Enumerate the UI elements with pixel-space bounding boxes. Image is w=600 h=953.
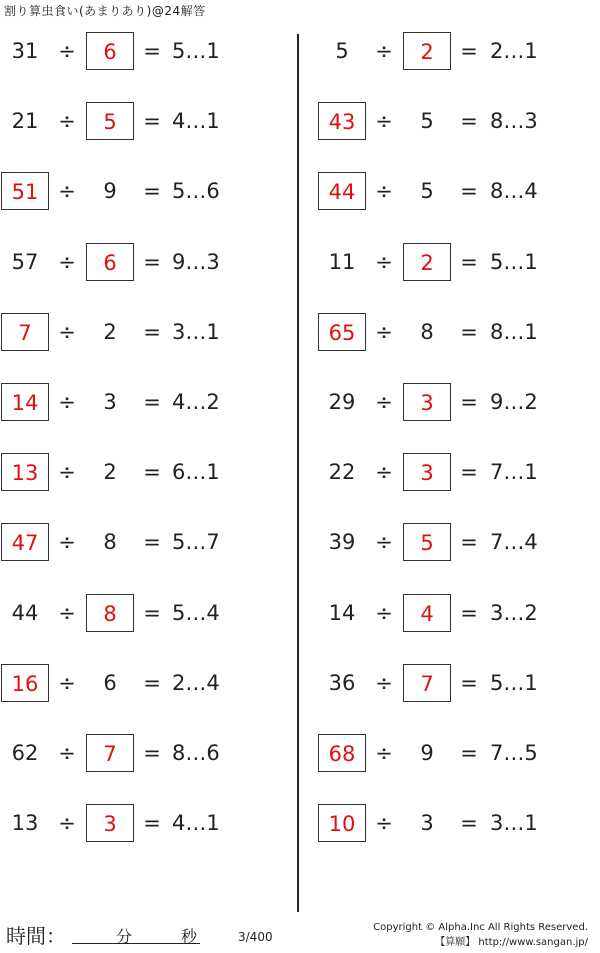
dividend-answer-box[interactable]: 68	[318, 734, 366, 772]
divisor: 5	[420, 179, 434, 204]
time-label: 時間：	[6, 924, 66, 948]
dividend-answer-box[interactable]: 43	[318, 102, 366, 140]
dividend: 31	[11, 39, 39, 63]
problem-row	[300, 734, 600, 804]
problem-row	[0, 383, 300, 453]
quotient-remainder: 7…5	[490, 740, 538, 765]
divisor: 6	[103, 670, 117, 695]
divide-sign: ÷	[58, 319, 76, 344]
divisor: 3	[420, 811, 434, 836]
dividend-answer-box[interactable]: 10	[318, 804, 366, 842]
dividend: 11	[328, 249, 356, 274]
divisor-answer-box[interactable]: 2	[403, 243, 451, 281]
copyright-block	[373, 920, 588, 950]
dividend: 44	[11, 600, 39, 625]
equals-sign: =	[143, 179, 161, 204]
divisor-answer-box[interactable]: 7	[86, 734, 134, 772]
dividend-answer-box[interactable]: 13	[1, 453, 49, 491]
dividend-answer-box[interactable]: 44	[318, 172, 366, 210]
quotient-remainder: 2…4	[172, 670, 220, 695]
equals-sign: =	[460, 460, 478, 485]
divisor: 9	[420, 740, 434, 765]
dividend-answer-box[interactable]: 7	[1, 313, 49, 351]
divisor-answer-box[interactable]: 3	[403, 453, 451, 491]
divisor-answer-box[interactable]: 4	[403, 594, 451, 632]
problem-row	[0, 102, 300, 172]
divide-sign: ÷	[58, 740, 76, 765]
quotient-remainder: 5…1	[490, 249, 538, 274]
divisor-answer-box[interactable]: 3	[86, 804, 134, 842]
equals-sign: =	[143, 600, 161, 625]
quotient-remainder: 4…1	[172, 811, 220, 836]
equals-sign: =	[460, 600, 478, 625]
dividend: 22	[328, 460, 356, 485]
page-number: 3/400	[238, 930, 273, 944]
column-divider	[297, 34, 299, 912]
divisor: 9	[103, 179, 117, 204]
dividend: 14	[328, 600, 356, 625]
divisor: 8	[420, 319, 434, 344]
divide-sign: ÷	[375, 389, 393, 414]
equals-sign: =	[460, 249, 478, 274]
divide-sign: ÷	[375, 740, 393, 765]
divisor-answer-box[interactable]: 2	[403, 32, 451, 70]
divide-sign: ÷	[58, 670, 76, 695]
dividend: 62	[11, 740, 39, 765]
equals-sign: =	[143, 39, 161, 63]
divide-sign: ÷	[58, 811, 76, 836]
quotient-remainder: 5…1	[490, 670, 538, 695]
equals-sign: =	[143, 249, 161, 274]
divisor-answer-box[interactable]: 5	[86, 102, 134, 140]
divisor-answer-box[interactable]: 6	[86, 243, 134, 281]
dividend: 13	[11, 811, 39, 836]
divisor: 5	[420, 109, 434, 134]
quotient-remainder: 2…1	[490, 39, 538, 63]
dividend-answer-box[interactable]: 51	[1, 172, 49, 210]
equals-sign: =	[143, 740, 161, 765]
equals-sign: =	[460, 389, 478, 414]
divide-sign: ÷	[375, 670, 393, 695]
equals-sign: =	[460, 109, 478, 134]
quotient-remainder: 9…3	[172, 249, 220, 274]
problem-row	[300, 383, 600, 453]
quotient-remainder: 9…2	[490, 389, 538, 414]
dividend-answer-box[interactable]: 47	[1, 523, 49, 561]
equals-sign: =	[143, 530, 161, 555]
quotient-remainder: 5…6	[172, 179, 220, 204]
divide-sign: ÷	[58, 389, 76, 414]
problem-row	[0, 32, 300, 102]
divisor-answer-box[interactable]: 7	[403, 664, 451, 702]
dividend: 39	[328, 530, 356, 555]
quotient-remainder: 3…1	[172, 319, 220, 344]
problem-row	[300, 172, 600, 242]
site-url: 【算願】 http://www.sangan.jp/	[435, 937, 588, 948]
quotient-remainder: 5…7	[172, 530, 220, 555]
divisor: 8	[103, 530, 117, 555]
divide-sign: ÷	[58, 39, 76, 63]
equals-sign: =	[143, 319, 161, 344]
dividend: 57	[11, 249, 39, 274]
problem-row	[300, 523, 600, 593]
problem-row	[300, 102, 600, 172]
divisor: 2	[103, 460, 117, 485]
quotient-remainder: 6…1	[172, 460, 220, 485]
problem-row	[300, 32, 600, 102]
equals-sign: =	[143, 811, 161, 836]
problem-row	[0, 172, 300, 242]
divide-sign: ÷	[375, 109, 393, 134]
problem-row	[0, 523, 300, 593]
divide-sign: ÷	[58, 600, 76, 625]
dividend-answer-box[interactable]: 14	[1, 383, 49, 421]
problem-row	[300, 243, 600, 313]
divide-sign: ÷	[375, 179, 393, 204]
divisor: 2	[103, 319, 117, 344]
quotient-remainder: 8…3	[490, 109, 538, 134]
quotient-remainder: 3…2	[490, 600, 538, 625]
left-problem-column	[0, 32, 300, 874]
divisor-answer-box[interactable]: 6	[86, 32, 134, 70]
right-problem-column	[300, 32, 600, 874]
problem-row	[0, 664, 300, 734]
minutes-label: 分	[116, 927, 133, 946]
divide-sign: ÷	[58, 249, 76, 274]
divide-sign: ÷	[375, 460, 393, 485]
divisor-answer-box[interactable]: 8	[86, 594, 134, 632]
equals-sign: =	[143, 670, 161, 695]
equals-sign: =	[460, 39, 478, 63]
quotient-remainder: 7…1	[490, 460, 538, 485]
dividend: 36	[328, 670, 356, 695]
dividend-answer-box[interactable]: 65	[318, 313, 366, 351]
quotient-remainder: 8…6	[172, 740, 220, 765]
divide-sign: ÷	[375, 530, 393, 555]
divide-sign: ÷	[58, 530, 76, 555]
dividend: 5	[335, 39, 349, 63]
equals-sign: =	[460, 670, 478, 695]
quotient-remainder: 8…1	[490, 319, 538, 344]
dividend: 29	[328, 389, 356, 414]
problem-row	[0, 453, 300, 523]
divide-sign: ÷	[375, 249, 393, 274]
equals-sign: =	[460, 179, 478, 204]
divide-sign: ÷	[58, 460, 76, 485]
equals-sign: =	[460, 530, 478, 555]
quotient-remainder: 4…1	[172, 109, 220, 134]
equals-sign: =	[143, 460, 161, 485]
divisor-answer-box[interactable]: 5	[403, 523, 451, 561]
seconds-label: 秒	[181, 927, 198, 946]
divide-sign: ÷	[375, 39, 393, 63]
divide-sign: ÷	[375, 319, 393, 344]
divisor-answer-box[interactable]: 3	[403, 383, 451, 421]
divide-sign: ÷	[58, 179, 76, 204]
quotient-remainder: 8…4	[490, 179, 538, 204]
problem-row	[300, 594, 600, 664]
copyright-text: Copyright © Alpha.Inc All Rights Reserved.	[373, 922, 588, 933]
problem-row	[300, 664, 600, 734]
equals-sign: =	[143, 389, 161, 414]
divide-sign: ÷	[375, 811, 393, 836]
problem-row	[0, 804, 300, 874]
divide-sign: ÷	[58, 109, 76, 134]
problem-row	[0, 734, 300, 804]
quotient-remainder: 5…1	[172, 39, 220, 63]
problem-row	[0, 594, 300, 664]
equals-sign: =	[143, 109, 161, 134]
worksheet-title: 割り算虫食い(あまりあり)@24解答	[4, 4, 206, 18]
dividend: 21	[11, 109, 39, 134]
problem-row	[0, 313, 300, 383]
quotient-remainder: 4…2	[172, 389, 220, 414]
equals-sign: =	[460, 811, 478, 836]
quotient-remainder: 3…1	[490, 811, 538, 836]
quotient-remainder: 7…4	[490, 530, 538, 555]
quotient-remainder: 5…4	[172, 600, 220, 625]
equals-sign: =	[460, 740, 478, 765]
problem-row	[300, 804, 600, 874]
problem-row	[0, 243, 300, 313]
dividend-answer-box[interactable]: 16	[1, 664, 49, 702]
problem-row	[300, 453, 600, 523]
equals-sign: =	[460, 319, 478, 344]
problem-row	[300, 313, 600, 383]
divide-sign: ÷	[375, 600, 393, 625]
divisor: 3	[103, 389, 117, 414]
